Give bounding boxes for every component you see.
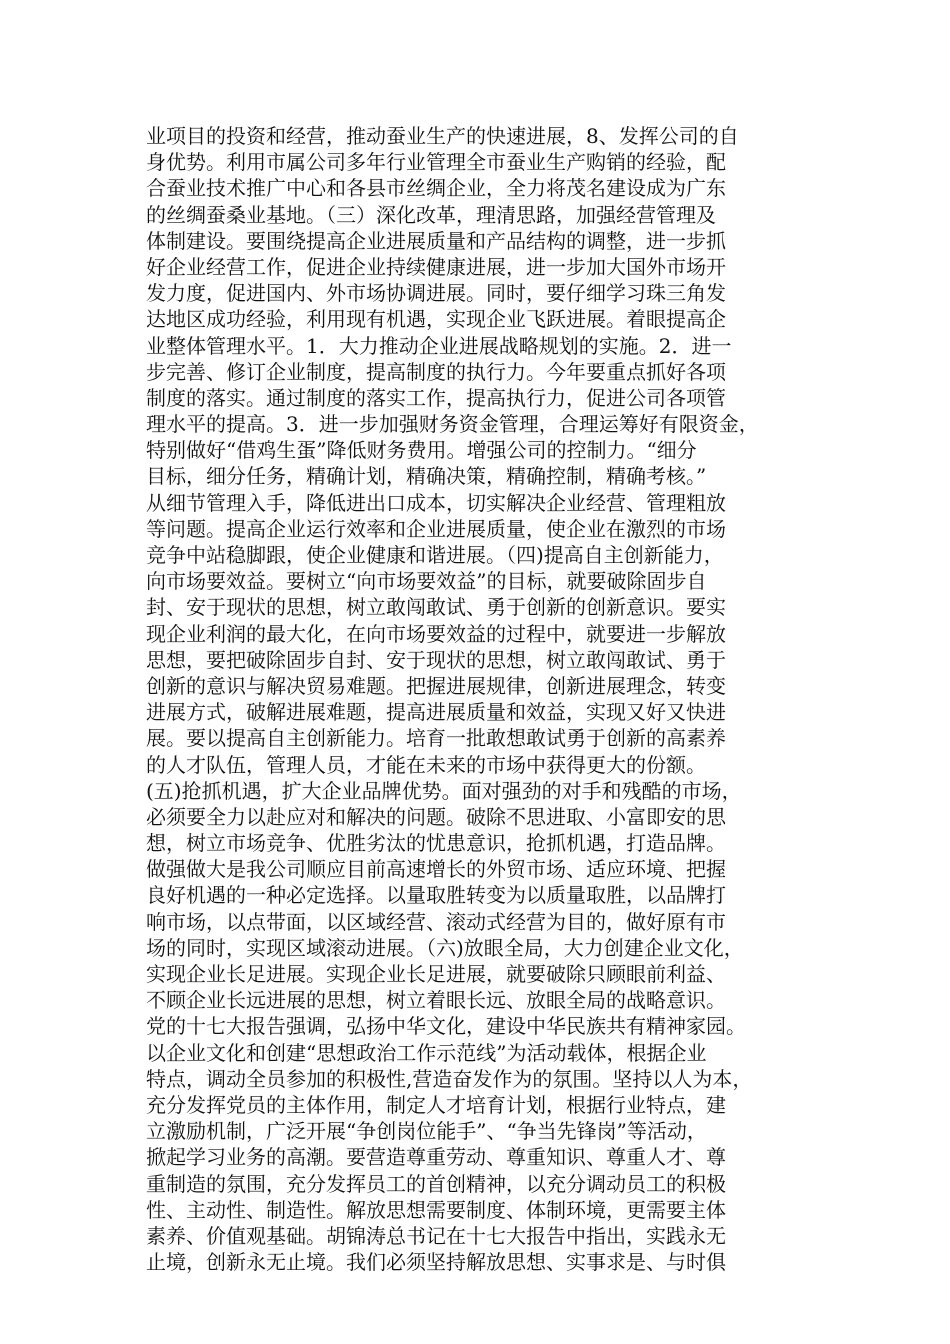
text-line: 好企业经营工作，促进企业持续健康进展，进一步加大国外市场开 — [146, 254, 726, 279]
text-line: 特点，调动全员参加的积极性,营造奋发作为的氛围。坚持以人为本， — [146, 1066, 753, 1091]
text-line: 想，树立市场竞争、优胜劣汰的忧患意识，抢抓机遇，打造品牌。 — [146, 831, 726, 856]
text-line: 做强做大是我公司顺应目前高速增长的外贸市场、适应环境、把握 — [146, 857, 726, 882]
text-line: 目标，细分任务，精确计划，精确决策，精确控制，精确考核。” — [146, 464, 707, 489]
text-line: 合蚕业技术推广中心和各县市丝绸企业，全力将茂名建设成为广东 — [146, 176, 726, 201]
text-line: 思想，要把破除固步自封、安于现状的思想，树立敢闯敢试、勇于 — [146, 647, 726, 672]
text-line: 立激励机制，广泛开展“争创岗位能手”、“争当先锋岗”等活动， — [146, 1119, 707, 1144]
text-line: 止境，创新永无止境。我们必须坚持解放思想、实事求是、与时俱 — [146, 1250, 726, 1275]
text-line: 制度的落实。通过制度的落实工作，提高执行力，促进公司各项管 — [146, 385, 726, 410]
text-line: 必须要全力以赴应对和解决的问题。破除不思进取、小富即安的思 — [146, 804, 726, 829]
text-line: 进展方式，破解进展难题，提高进展质量和效益，实现又好又快进 — [146, 700, 726, 725]
text-line: 场的同时，实现区域滚动进展。（六)放眼全局，大力创建企业文化， — [146, 935, 744, 960]
text-line: 达地区成功经验，利用现有机遇，实现企业飞跃进展。着眼提高企 — [146, 307, 726, 332]
text-line: 素养、价值观基础。胡锦涛总书记在十七大报告中指出，实践永无 — [146, 1223, 726, 1248]
text-line: 响市场，以点带面，以区域经营、滚动式经营为目的，做好原有市 — [146, 909, 726, 934]
text-line: (五)抢抓机遇，扩大企业品牌优势。面对强劲的对手和残酷的市场， — [146, 778, 742, 803]
text-line: 的丝绸蚕桑业基地。（三）深化改革，理清思路，加强经营管理及 — [146, 202, 716, 227]
text-line: 展。要以提高自主创新能力。培育一批敢想敢试勇于创新的高素养 — [146, 726, 726, 751]
text-line: 理水平的提高。3．进一步加强财务资金管理，合理运筹好有限资金， — [146, 412, 759, 437]
text-line: 以企业文化和创建“思想政治工作示范线”为活动载体，根据企业 — [146, 1040, 707, 1065]
text-line: 不顾企业长远进展的思想，树立着眼长远、放眼全局的战略意识。 — [146, 988, 726, 1013]
text-line: 的人才队伍，管理人员，才能在未来的市场中获得更大的份额。 — [146, 752, 706, 777]
text-line: 竞争中站稳脚跟，使企业健康和谐进展。（四)提高自主创新能力， — [146, 543, 724, 567]
text-line: 重制造的氛围，充分发挥员工的首创精神，以充分调动员工的积极 — [146, 1171, 726, 1196]
text-line: 等问题。提高企业运行效率和企业进展质量，使企业在激烈的市场 — [146, 516, 726, 541]
text-line: 充分发挥党员的主体作用，制定人才培育计划，根据行业特点，建 — [146, 1092, 726, 1117]
text-line: 现企业利润的最大化，在向市场要效益的过程中，就要进一步解放 — [146, 621, 726, 646]
text-line: 向市场要效益。要树立“向市场要效益”的目标，就要破除固步自 — [146, 569, 707, 594]
text-line: 掀起学习业务的高潮。要营造尊重劳动、尊重知识、尊重人才、尊 — [146, 1145, 726, 1170]
text-line: 封、安于现状的思想，树立敢闯敢试、勇于创新的创新意识。要实 — [146, 595, 726, 620]
text-line: 体制建设。要围绕提高企业进展质量和产品结构的调整，进一步抓 — [146, 228, 726, 253]
text-line: 性、主动性、制造性。解放思想需要制度、体制环境，更需要主体 — [146, 1197, 726, 1222]
text-line: 从细节管理入手，降低进出口成本，切实解决企业经营、管理粗放 — [146, 490, 726, 515]
text-line: 步完善、修订企业制度，提高制度的执行力。今年要重点抓好各项 — [146, 359, 726, 384]
text-line: 发力度，促进国内、外市场协调进展。同时，要仔细学习珠三角发 — [146, 281, 726, 306]
text-line: 党的十七大报告强调，弘扬中华文化，建设中华民族共有精神家园。 — [146, 1014, 746, 1039]
text-line: 实现企业长足进展。实现企业长足进展，就要破除只顾眼前利益、 — [146, 962, 726, 986]
body-text — [146, 123, 814, 1275]
text-line: 业整体管理水平。1．大力推动企业进展战略规划的实施。2．进一 — [146, 333, 732, 358]
text-line: 良好机遇的一种必定选择。以量取胜转变为以质量取胜，以品牌打 — [146, 883, 726, 908]
text-line: 创新的意识与解决贸易难题。把握进展规律，创新进展理念，转变 — [146, 673, 726, 698]
text-line: 特别做好“借鸡生蛋”降低财务费用。增强公司的控制力。“细分 — [146, 438, 697, 463]
text-line: 业项目的投资和经营，推动蚕业生产的快速进展，8、发挥公司的自 — [146, 124, 739, 148]
text-line: 身优势。利用市属公司多年行业管理全市蚕业生产购销的经验，配 — [146, 150, 726, 175]
